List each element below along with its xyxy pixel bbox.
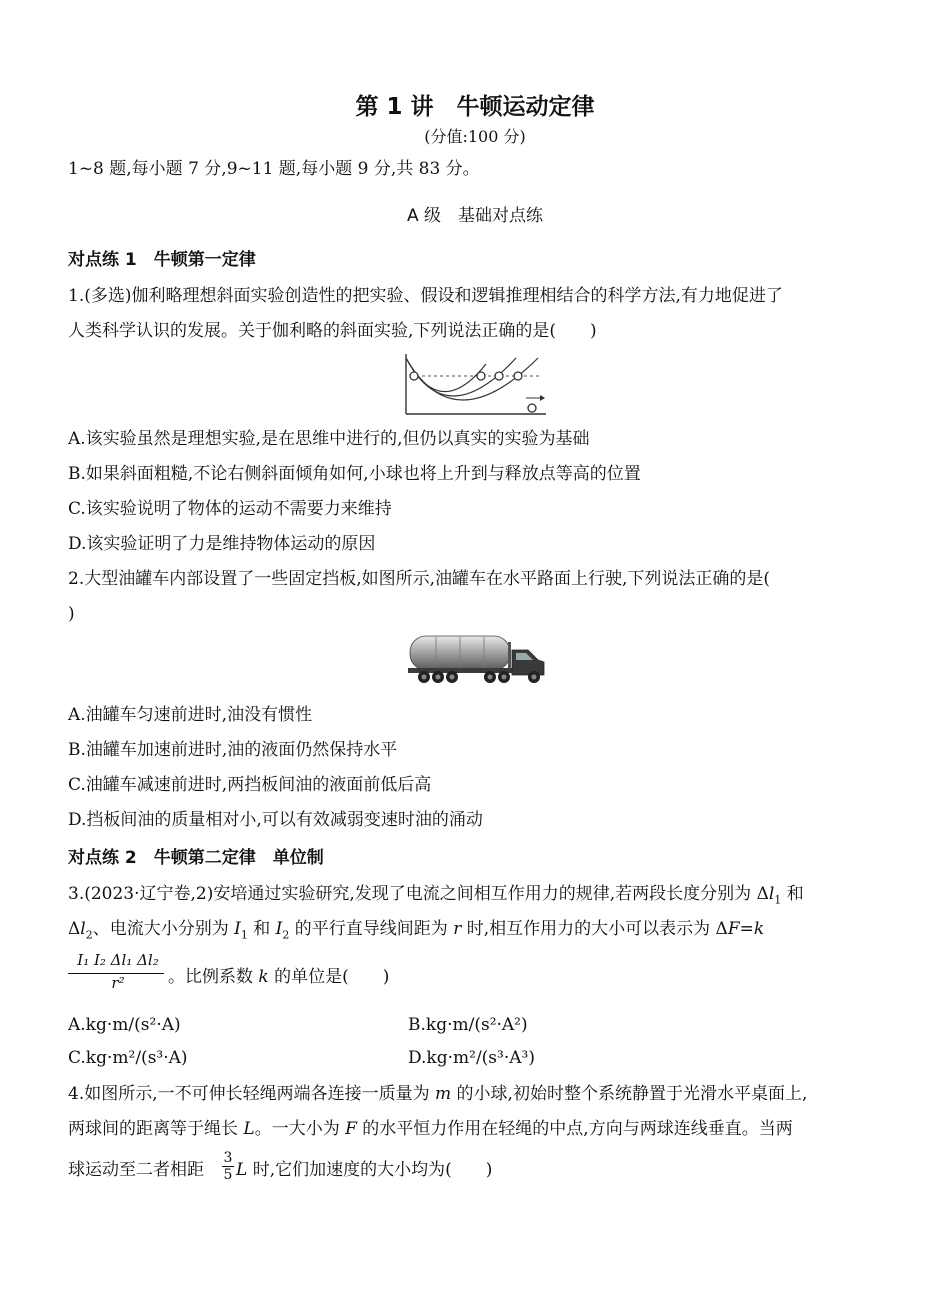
q3-fraction-denominator: r² [111, 974, 125, 992]
q1-option-c: C.该实验说明了物体的运动不需要力来维持 [68, 499, 392, 519]
q3-formula-fraction [68, 951, 168, 992]
q3-stem-line1: 3.(2023·辽宁卷,2)安培通过实验研究,发现了电流之间相互作用力的规律,若两段长度分别为 $\Delta l_1$ 和 [68, 884, 804, 907]
q3-option-c: C.kg·m²/(s³·A) [68, 1048, 188, 1068]
q4-distance-fraction [222, 1150, 234, 1183]
q2-option-c: C.油罐车减速前进时,两挡板间油的液面前低后高 [68, 775, 432, 795]
page-title: 第 1 讲 牛顿运动定律 [355, 94, 595, 120]
q3-fraction-numerator: I₁ I₂ Δl₁ Δl₂ [77, 951, 159, 969]
q4-stem-line1: 4.如图所示,一不可伸长轻绳两端各连接一质量为 m 的小球,初始时整个系统静置于光滑水平桌面上, [68, 1084, 808, 1104]
q1-option-a: A.该实验虽然是理想实验,是在思维中进行的,但仍以真实的实验为基础 [68, 429, 590, 449]
score-subtitle: (分值:100 分) [424, 127, 526, 146]
q3-option-b: B.kg·m/(s²·A²) [408, 1015, 528, 1035]
q4-fraction-denominator: 5 [223, 1167, 233, 1183]
q2-stem-line2: ) [68, 604, 75, 624]
galileo-incline-figure [400, 352, 550, 416]
q2-option-a: A.油罐车匀速前进时,油没有惯性 [68, 705, 313, 725]
scoring-note: 1~8 题,每小题 7 分,9~11 题,每小题 9 分,共 83 分。 [68, 159, 480, 179]
q4-stem-line3-start: 球运动至二者相距 [68, 1160, 204, 1180]
q2-option-d: D.挡板间油的质量相对小,可以有效减弱变速时油的涌动 [68, 810, 483, 830]
q3-option-d: D.kg·m²/(s³·A³) [408, 1048, 535, 1068]
q1-stem-line2: 人类科学认识的发展。关于伽利略的斜面实验,下列说法正确的是( ) [68, 321, 597, 341]
q4-fraction-numerator: 3 [223, 1150, 233, 1166]
q3-stem-line3: 。比例系数 k 的单位是( ) [168, 967, 390, 987]
q3-stem-line2: $\Delta l_2$、电流大小分别为 $I_1$ 和 $I_2$ 的平行直导线间距为 r 时,相互作用力的大小可以表示为 ΔF=k [68, 919, 765, 942]
q2-option-b: B.油罐车加速前进时,油的液面仍然保持水平 [68, 740, 398, 760]
q3-option-a: A.kg·m/(s²·A) [68, 1015, 181, 1035]
q4-stem-line3-end: L 时,它们加速度的大小均为( ) [236, 1160, 493, 1180]
level-heading: A 级 基础对点练 [406, 206, 544, 226]
q4-stem-line2: 两球间的距离等于绳长 L。一大小为 F 的水平恒力作用在轻绳的中点,方向与两球连线垂直。当两 [68, 1119, 793, 1139]
q1-stem-line1: 1.(多选)伽利略理想斜面实验创造性的把实验、假设和逻辑推理相结合的科学方法,有力地促进了 [68, 286, 783, 306]
tanker-truck-figure [402, 630, 548, 688]
section-heading-2: 对点练 2 牛顿第二定律 单位制 [68, 848, 324, 868]
section-heading-1: 对点练 1 牛顿第一定律 [68, 250, 256, 270]
q1-option-d: D.该实验证明了力是维持物体运动的原因 [68, 534, 376, 554]
q1-option-b: B.如果斜面粗糙,不论右侧斜面倾角如何,小球也将上升到与释放点等高的位置 [68, 464, 641, 484]
q2-stem-line1: 2.大型油罐车内部设置了一些固定挡板,如图所示,油罐车在水平路面上行驶,下列说法正确的是( [68, 569, 771, 589]
